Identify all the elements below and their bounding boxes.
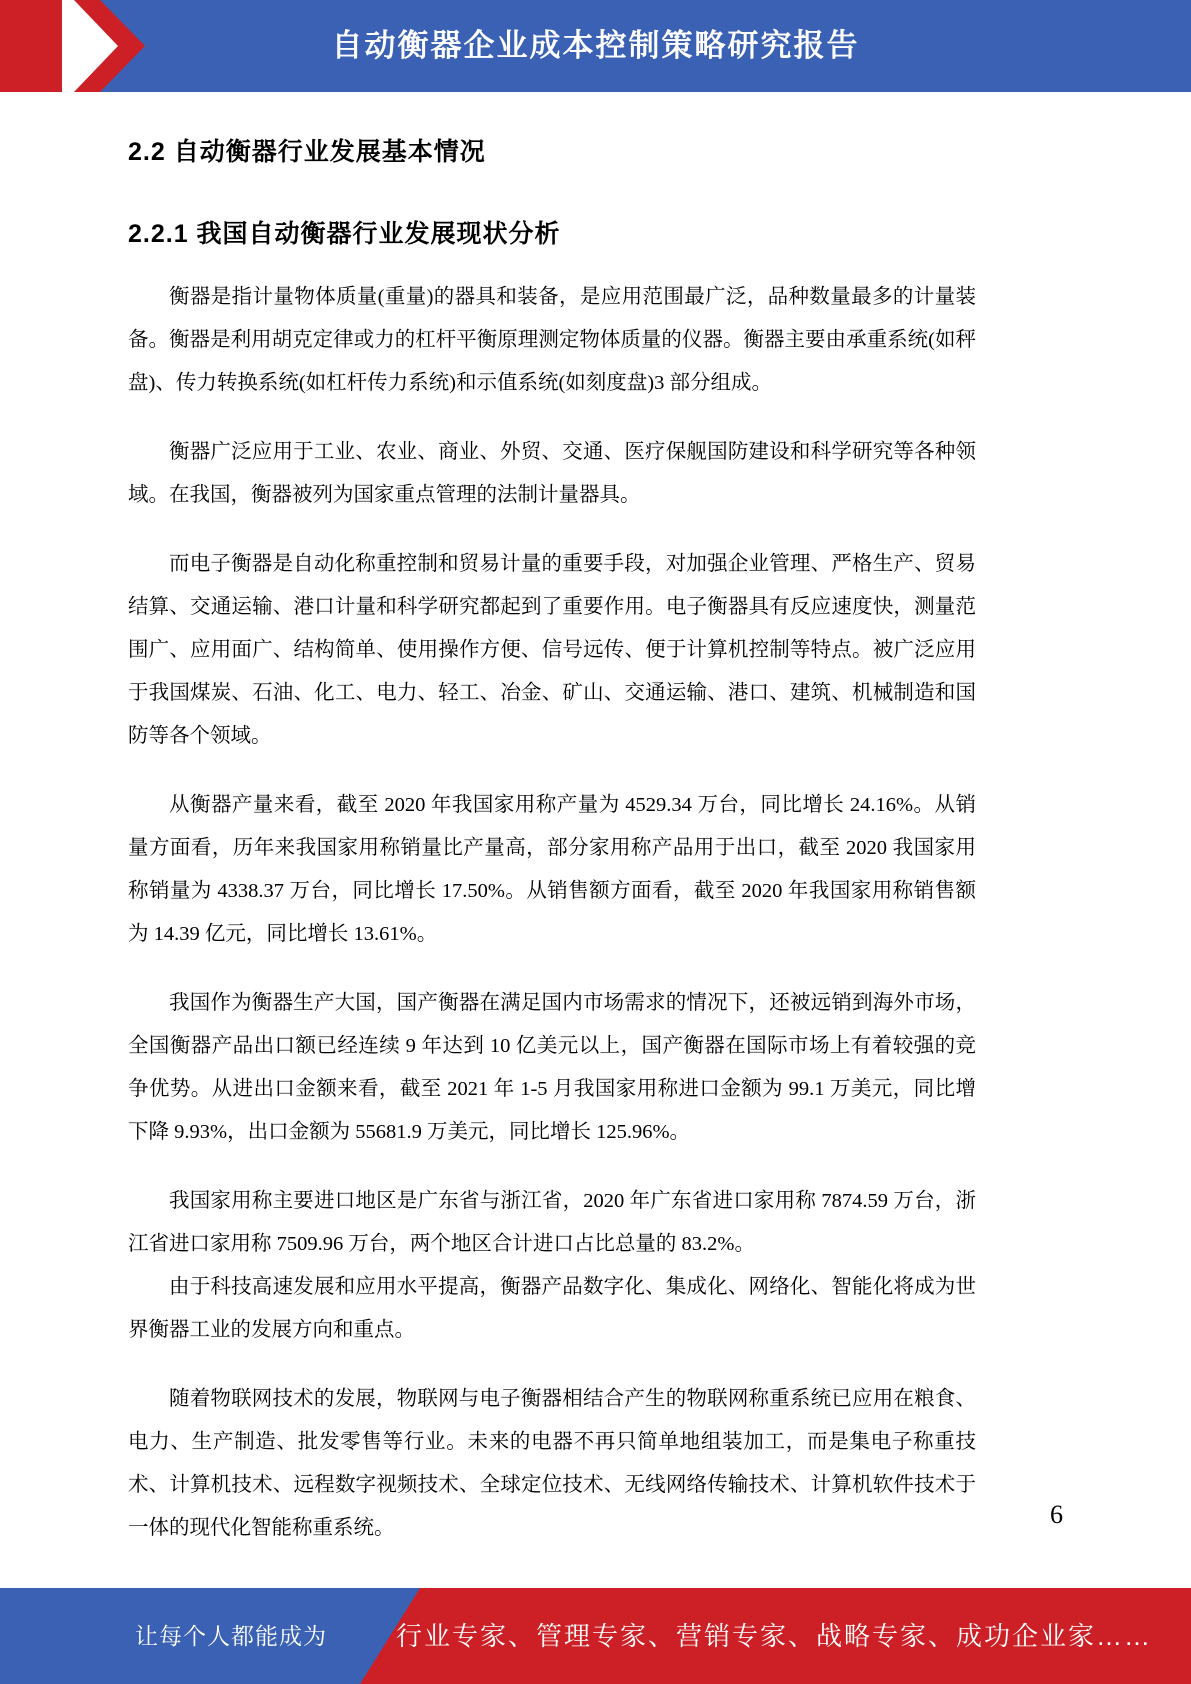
paragraph: 衡器是指计量物体质量(重量)的器具和装备，是应用范围最广泛，品种数量最多的计量装备。衡器是利用胡克定律或力的杠杆平衡原理测定物体质量的仪器。衡器主要由承重系统(如秤盘)、传力转换系统(如杠杆传力系统)和示值系统(如刻度盘)3 部分组成。: [128, 286, 976, 394]
subsection-heading: 2.2.1 我国自动衡器行业发展现状分析: [128, 220, 561, 248]
page-footer: [0, 1588, 1191, 1684]
paragraph: 从衡器产量来看，截至 2020 年我国家用称产量为 4529.34 万台，同比增长 24.16%。从销量方面看，历年来我国家用称销量比产量高，部分家用称产品用于出口，截至 2020 我国家用称销量为 4338.37 万台，同比增长 17.50%。从销售额方面看，截至 2020 年我国家用称销售额为 14.39 亿元，同比增长 13.61%。: [128, 794, 976, 945]
paragraph: 而电子衡器是自动化称重控制和贸易计量的重要手段，对加强企业管理、严格生产、贸易结算、交通运输、港口计量和科学研究都起到了重要作用。电子衡器具有反应速度快，测量范围广、应用面广、结构简单、使用操作方便、信号远传、便于计算机控制等特点。被广泛应用于我国煤炭、石油、化工、电力、轻工、冶金、矿山、交通运输、港口、建筑、机械制造和国防等各个领域。: [128, 553, 976, 747]
document-body: [0, 98, 1191, 1539]
paragraph: 随着物联网技术的发展，物联网与电子衡器相结合产生的物联网称重系统已应用在粮食、电力、生产制造、批发零售等行业。未来的电器不再只简单地组装加工，而是集电子称重技术、计算机技术、远程数字视频技术、全球定位技术、无线网络传输技术、计算机软件技术于一体的现代化智能称重系统。: [128, 1388, 976, 1539]
paragraph: 我国作为衡器生产大国，国产衡器在满足国内市场需求的情况下，还被远销到海外市场，全国衡器产品出口额已经连续 9 年达到 10 亿美元以上，国产衡器在国际市场上有着较强的竞争优势。从进出口金额来看，截至 2021 年 1-5 月我国家用称进口金额为 99.1 万美元，同比增下降 9.93%，出口金额为 55681.9 万美元，同比增长 125.96%。: [128, 992, 976, 1143]
paragraph: 由于科技高速发展和应用水平提高，衡器产品数字化、集成化、网络化、智能化将成为世界衡器工业的发展方向和重点。: [128, 1276, 976, 1341]
page-header: [0, 0, 1191, 98]
paragraph: 我国家用称主要进口地区是广东省与浙江省，2020 年广东省进口家用称 7874.59 万台，浙江省进口家用称 7509.96 万台，两个地区合计进口占比总量的 83.2%。: [128, 1190, 976, 1255]
footer-slogan-right: 行业专家、管理专家、营销专家、战略专家、成功企业家……: [396, 1621, 1153, 1651]
footer-slogan-left: 让每个人都能成为: [135, 1623, 327, 1649]
page-number: 6: [1050, 1500, 1063, 1529]
paragraph: 衡器广泛应用于工业、农业、商业、外贸、交通、医疗保舰国防建设和科学研究等各种领域。在我国，衡器被列为国家重点管理的法制计量器具。: [128, 441, 976, 506]
document-title: 自动衡器企业成本控制策略研究报告: [331, 28, 860, 63]
section-heading: 2.2 自动衡器行业发展基本情况: [128, 138, 486, 166]
